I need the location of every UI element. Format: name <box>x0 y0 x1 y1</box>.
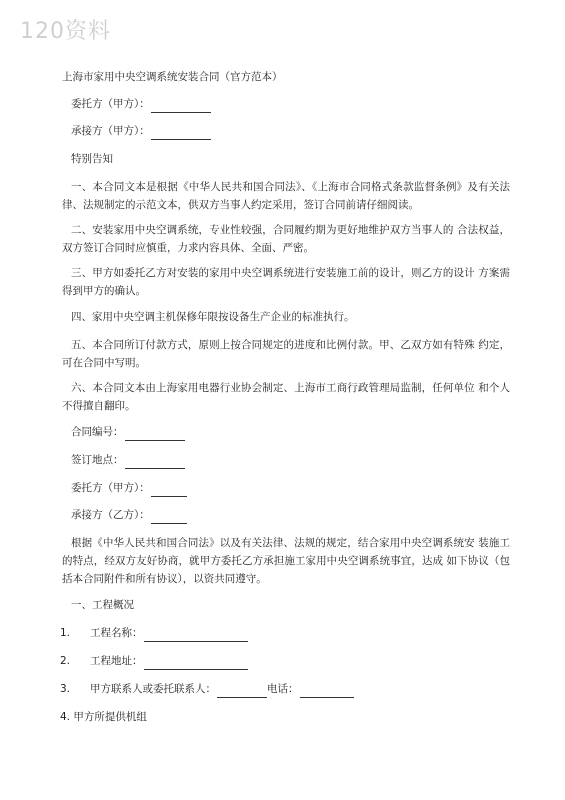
item-number: 1. <box>60 627 71 639</box>
contact-blank[interactable] <box>217 685 267 698</box>
sign-place-blank[interactable] <box>125 456 185 469</box>
item-number: 2. <box>60 655 71 667</box>
item-project-address <box>60 652 248 670</box>
party-a2-label: 委托方（甲方）： <box>71 482 150 494</box>
party-a-label: 委托方（甲方）： <box>71 98 150 110</box>
party-b2-label: 承接方（乙方）： <box>71 509 150 521</box>
sign-place-label: 签订地点： <box>71 454 124 466</box>
notice-paragraph-5: 五、本合同所订付款方式，原则上按合同规定的进度和比例付款。甲、乙双方如有特殊 约定，可在合同中写明。 <box>62 339 510 369</box>
item-label: 工程地址： <box>90 655 143 667</box>
item-number: 3. <box>60 683 71 695</box>
item-units-provided: 4. 甲方所提供机组 <box>60 711 147 723</box>
party-a2-field <box>62 479 187 497</box>
contract-no-blank[interactable] <box>125 428 185 441</box>
item-contact <box>60 680 354 698</box>
notice-heading: 特别告知 <box>71 153 113 165</box>
phone-blank[interactable] <box>300 685 354 698</box>
section1-heading: 一、工程概况 <box>71 599 134 611</box>
watermark-logo: 120资料 <box>20 19 111 44</box>
sign-place-field <box>62 451 185 469</box>
notice-paragraph-2: 二、安装家用中央空调系统，专业性较强，合同履约期为更好地维护双方当事人的 合法权益，双方签订合同时应慎重，力求内容具体、全面、严密。 <box>62 224 510 254</box>
party-a2-blank[interactable] <box>151 484 187 497</box>
contract-no-field <box>62 423 185 441</box>
notice-paragraph-6: 六、本合同文本由上海家用电器行业协会制定、上海市工商行政管理局监制，任何单位 和个人不得擅自翻印。 <box>62 382 510 412</box>
party-b-field <box>62 122 211 140</box>
party-b-label: 承接方（甲方）： <box>71 125 150 137</box>
party-b-blank[interactable] <box>151 127 211 140</box>
party-a-field <box>62 95 211 113</box>
project-address-blank[interactable] <box>144 657 248 670</box>
contract-no-label: 合同编号： <box>71 426 124 438</box>
project-name-blank[interactable] <box>144 629 248 642</box>
item-label: 甲方联系人或委托联系人： <box>90 683 216 695</box>
preamble-paragraph: 根据《中华人民共和国合同法》以及有关法律、法规的规定，结合家用中央空调系统安 装施工的特点，经双方友好协商，就甲方委托乙方承担施工家用中央空调系统事宜，达成 如下协议（包括本合同附件和所有协议），以资共同遵守。 <box>62 537 510 585</box>
notice-paragraph-3: 三、甲方如委托乙方对安装的家用中央空调系统进行安装施工前的设计，则乙方的设计 方案需得到甲方的确认。 <box>62 267 510 297</box>
party-b2-field <box>62 506 187 524</box>
item-project-name <box>60 624 248 642</box>
phone-label: 电话： <box>267 683 299 695</box>
party-a-blank[interactable] <box>151 100 211 113</box>
notice-paragraph-1: 一、本合同文本是根据《中华人民共和国合同法》、《上海市合同格式条款监督条例》及有关法律、法规制定的示范文本，供双方当事人约定采用，签订合同前请仔细阅读。 <box>62 181 510 211</box>
item-label: 工程名称： <box>90 627 143 639</box>
document-title: 上海市家用中央空调系统安装合同（官方范本） <box>62 71 283 83</box>
notice-paragraph-4: 四、家用中央空调主机保修年限按设备生产企业的标准执行。 <box>71 311 355 323</box>
party-b2-blank[interactable] <box>151 511 187 524</box>
